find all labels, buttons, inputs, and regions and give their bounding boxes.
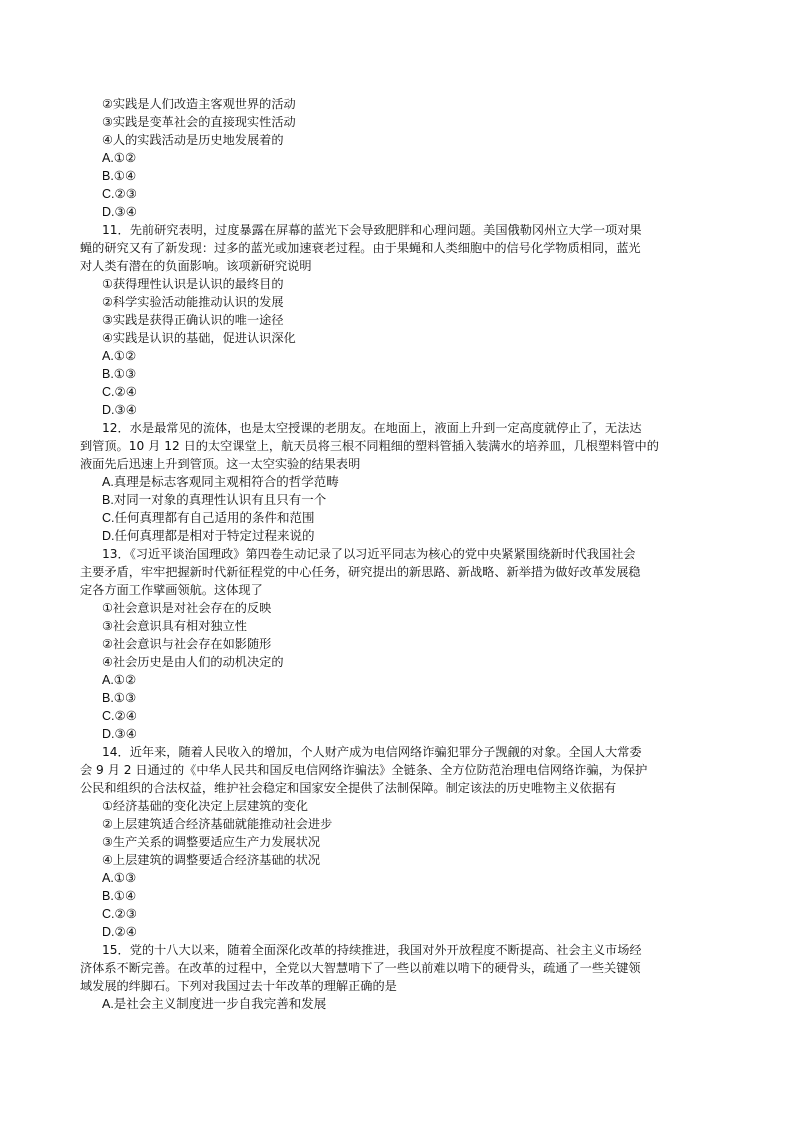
option-line: ④社会历史是由人们的动机决定的 [102,655,284,669]
question-stem-continued: 液面先后迅速上升到管顶。这一太空实验的结果表明 [80,457,361,471]
answer-choice: B.①③ [102,367,137,381]
answer-choice: D.③④ [102,205,137,219]
option-line: ④人的实践活动是历史地发展着的 [102,133,284,147]
question-stem-continued: 会 9 月 2 日通过的《中华人民共和国反电信网络诈骗法》全链条、全方位防范治理电信网络诈骗，为保护 [80,763,648,777]
answer-choice: D.任何真理都是相对于特定过程来说的 [102,529,315,543]
answer-choice: C.任何真理都有自己适用的条件和范围 [102,511,315,525]
question-stem-continued: 定各方面工作擘画领航。这体现了 [80,583,263,597]
question-stem: 15．党的十八大以来，随着全面深化改革的持续推进，我国对外开放程度不断提高、社会主义市场经 [102,943,642,957]
option-line: ②科学实验活动能推动认识的发展 [102,295,284,309]
answer-choice: C.②③ [102,907,137,921]
answer-choice: B.①④ [102,889,137,903]
option-line: ①获得理性认识是认识的最终目的 [102,277,284,291]
answer-choice: C.②③ [102,187,137,201]
question-stem-continued: 蝇的研究又有了新发现：过多的蓝光或加速衰老过程。由于果蝇和人类细胞中的信号化学物质相同，蓝光 [80,241,641,255]
question-stem-continued: 主要矛盾，牢牢把握新时代新征程党的中心任务，研究提出的新思路、新战略、新举措为做好改革发展稳 [80,565,641,579]
answer-choice: A.真理是标志客观同主观相符合的哲学范畴 [102,475,339,489]
answer-choice: B.①④ [102,169,137,183]
option-line: ①经济基础的变化决定上层建筑的变化 [102,799,308,813]
answer-choice: D.③④ [102,403,137,417]
question-stem: 11．先前研究表明，过度暴露在屏幕的蓝光下会导致肥胖和心理问题。美国俄勒冈州立大学一项对果 [102,223,642,237]
answer-choice: C.②④ [102,385,137,399]
option-line: ②社会意识与社会存在如影随形 [102,637,272,651]
question-stem-continued: 到管顶。10 月 12 日的太空课堂上，航天员将三根不同粗细的塑料管插入装满水的培养皿，几根塑料管中的 [80,439,659,453]
question-stem-continued: 对人类有潜在的负面影响。该项新研究说明 [80,259,312,273]
answer-choice: A.是社会主义制度进一步自我完善和发展 [102,997,327,1011]
option-line: ④上层建筑的调整要适合经济基础的状况 [102,853,321,867]
option-line: ③实践是获得正确认识的唯一途径 [102,313,284,327]
answer-choice: A.①② [102,349,137,363]
answer-choice: D.②④ [102,925,137,939]
question-stem-continued: 济体系不断完善。在改革的过程中，全党以大智慧啃下了一些以前难以啃下的硬骨头，疏通了一些关键领 [80,961,641,975]
answer-choice: A.①② [102,151,137,165]
question-stem: 13．《习近平谈治国理政》第四卷生动记录了以习近平同志为核心的党中央紧紧围绕新时代我国社会 [102,547,636,561]
answer-choice: A.①② [102,673,137,687]
question-stem: 12．水是最常见的流体，也是太空授课的老朋友。在地面上，液面上升到一定高度就停止了，无法达 [102,421,642,435]
question-stem-continued: 域发展的绊脚石。下列对我国过去十年改革的理解正确的是 [80,979,397,993]
question-stem: 14．近年来，随着人民收入的增加，个人财产成为电信网络诈骗犯罪分子觊觎的对象。全国人大常委 [102,745,642,759]
option-line: ④实践是认识的基础，促进认识深化 [102,331,296,345]
option-line: ③社会意识具有相对独立性 [102,619,247,633]
option-line: ③实践是变革社会的直接现实性活动 [102,115,296,129]
option-line: ①社会意识是对社会存在的反映 [102,601,272,615]
answer-choice: C.②④ [102,709,137,723]
answer-choice: D.③④ [102,727,137,741]
answer-choice: B.对同一对象的真理性认识有且只有一个 [102,493,327,507]
answer-choice: B.①③ [102,691,137,705]
option-line: ②上层建筑适合经济基础就能推动社会进步 [102,817,333,831]
option-line: ③生产关系的调整要适应生产力发展状况 [102,835,321,849]
question-stem-continued: 公民和组织的合法权益，维护社会稳定和国家安全提供了法制保障。制定该法的历史唯物主义依据有 [80,781,617,795]
option-line: ②实践是人们改造主客观世界的活动 [102,97,296,111]
answer-choice: A.①③ [102,871,137,885]
